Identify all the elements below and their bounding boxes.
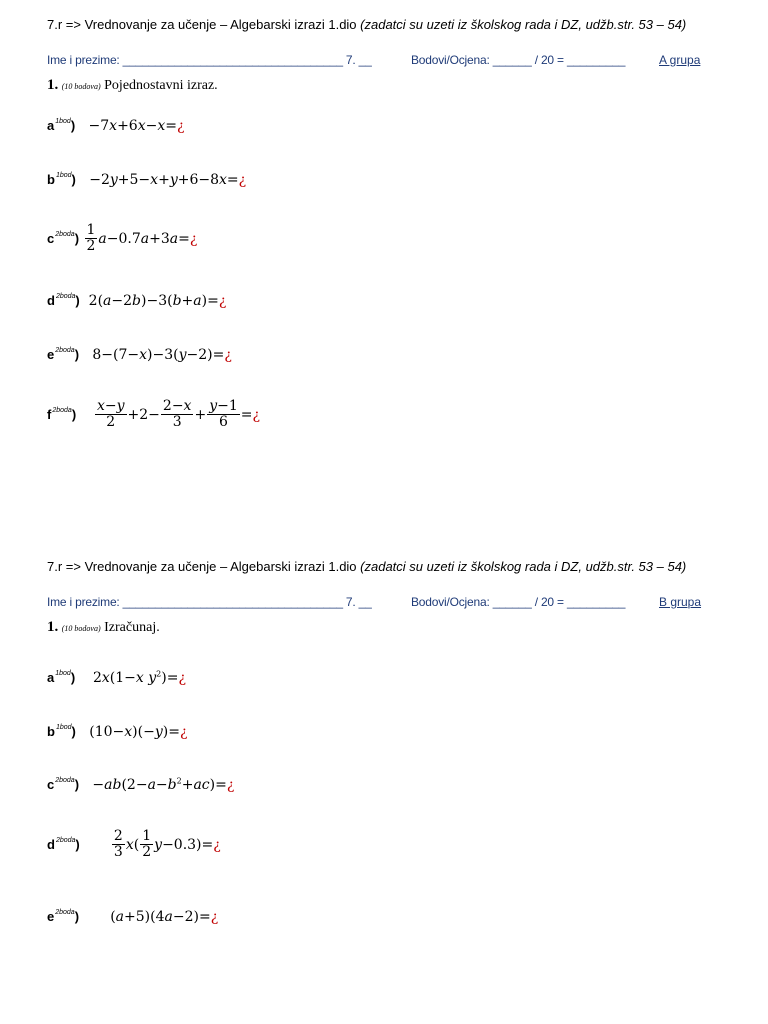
item-a-e — [47, 346, 232, 364]
task-a — [47, 77, 218, 94]
heading-a — [47, 17, 686, 32]
score-line-a[interactable]: Bodovi/Ocjena: ______ / 20 = _________ — [411, 53, 626, 67]
item-label: $c^{2boda}$) — [47, 230, 80, 246]
item-a-b — [47, 171, 246, 189]
expression: $\frac{2}{3}$ x( $\frac{1}{2}$ y−0.3)=¿ — [113, 828, 221, 860]
expression: 8−(7−x)−3(y−2)=¿ — [83, 347, 232, 363]
item-label: $e^{2boda}$) — [47, 909, 80, 924]
group-label-b: B grupa — [659, 595, 702, 609]
task-b-number: 1. — [47, 619, 59, 635]
heading-a-plain: 7.r => Vrednovanje za učenje – Algebarski izrazi 1.dio — [47, 17, 361, 32]
item-a-c — [47, 223, 197, 254]
task-a-number: 1. — [47, 77, 59, 93]
item-label: $b^{1bod}$) — [47, 724, 76, 739]
score-line-b[interactable]: Bodovi/Ocjena: ______ / 20 = _________ — [411, 595, 626, 609]
expression: $-ab(2-a-b^2+ac)=¿$ — [83, 776, 235, 793]
item-b-d — [47, 829, 221, 860]
item-b-a — [47, 669, 186, 687]
item-b-b — [47, 723, 187, 741]
item-label: $d^{2boda}$) — [47, 836, 80, 852]
item-a-f — [47, 399, 260, 430]
group-label-a: A grupa — [659, 53, 701, 67]
expression: $\frac{1}{2}$ a−0.7a+3a=¿ — [86, 222, 198, 254]
item-label: $a^{1bod}$) — [47, 670, 76, 685]
expression: (10−x)(−y)=¿ — [80, 724, 188, 740]
heading-b — [47, 559, 686, 574]
heading-a-italic: (zadatci su uzeti iz školskog rada i DZ, udžb.str. 53 – 54) — [360, 17, 687, 32]
expression: −7x+6x−x=¿ — [79, 118, 185, 134]
item-label: $c^{2boda}$) — [47, 777, 80, 792]
item-a-a — [47, 117, 185, 135]
heading-b-italic: (zadatci su uzeti iz školskog rada i DZ, udžb.str. 53 – 54) — [360, 559, 687, 574]
item-label: $b^{1bod}$) — [47, 172, 76, 187]
item-label: $a^{1bod}$) — [47, 118, 76, 133]
expression: (a+5)(4a−2)=¿ — [83, 909, 219, 925]
expression: −2y+5−x+y+6−8x=¿ — [80, 172, 247, 188]
item-label: $d^{2boda}$) — [47, 293, 80, 308]
name-line-a[interactable]: Ime i prezime: __________________________________ 7. __ — [47, 53, 372, 67]
task-b-text: Izračunaj. — [104, 620, 160, 635]
task-a-text: Pojednostavni izraz. — [104, 78, 218, 93]
name-line-b[interactable]: Ime i prezime: __________________________________ 7. __ — [47, 595, 372, 609]
task-a-points: (10 bodova) — [61, 82, 101, 91]
heading-b-plain: 7.r => Vrednovanje za učenje – Algebarski izrazi 1.dio — [47, 559, 361, 574]
item-a-d — [47, 292, 226, 310]
expression: 2(a−2b)−3(b+a)=¿ — [84, 293, 227, 309]
expression: 2x(1−x $y^2)=¿$ — [79, 669, 186, 686]
expression: $\frac{x-y}{2}$ +2− $\frac{2-x}{3}$ + $\frac{y-1}{6}$ =¿ — [96, 398, 260, 430]
item-label: $e^{2boda}$) — [47, 347, 80, 362]
item-b-e — [47, 908, 218, 926]
item-b-c — [47, 776, 234, 794]
task-b — [47, 619, 160, 636]
task-b-points: (10 bodova) — [61, 624, 101, 633]
item-label: $f^{2boda}$) — [47, 406, 77, 422]
